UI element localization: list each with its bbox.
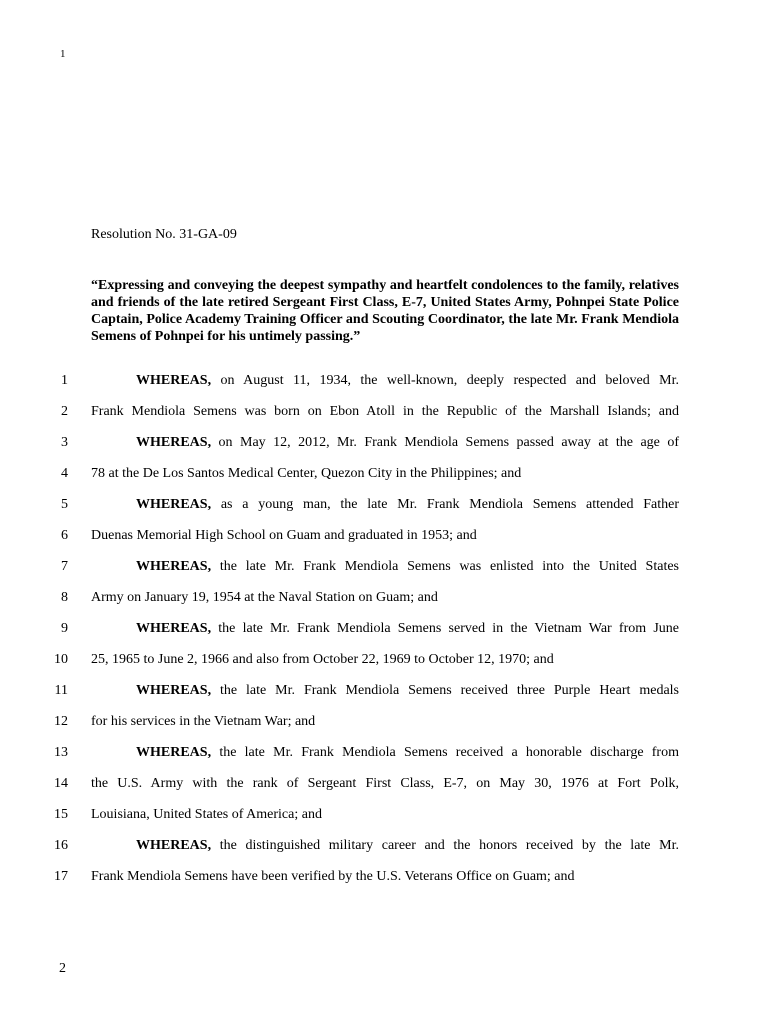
- whereas-lead: WHEREAS,: [136, 497, 212, 512]
- line-body: the late Mr. Frank Mendiola Semens received a honorable discharge from: [211, 745, 679, 760]
- line-number: 2: [61, 404, 68, 419]
- line-body: the distinguished military career and the honors received by the late Mr.: [211, 838, 679, 853]
- line-number: 17: [54, 869, 68, 884]
- numbered-line: [0, 742, 770, 764]
- line-text: [91, 587, 679, 609]
- line-body: for his services in the Vietnam War; and: [91, 714, 316, 729]
- line-text: [136, 835, 679, 857]
- numbered-line: [0, 370, 770, 392]
- whereas-lead: WHEREAS,: [136, 745, 212, 760]
- line-number: 11: [54, 683, 68, 698]
- numbered-line: [0, 463, 770, 485]
- whereas-lead: WHEREAS,: [136, 621, 212, 636]
- line-number: 15: [54, 807, 68, 822]
- numbered-line: [0, 680, 770, 702]
- numbered-line: [0, 618, 770, 640]
- line-text: [91, 711, 679, 733]
- line-number: 1: [61, 373, 68, 388]
- line-body: Louisiana, United States of America; and: [91, 807, 322, 822]
- bottom-page-number: 2: [59, 961, 66, 976]
- line-body: on August 11, 1934, the well-known, deeply respected and beloved Mr.: [211, 373, 679, 388]
- line-number: 9: [61, 621, 68, 636]
- numbered-line: [0, 432, 770, 454]
- line-body: the late Mr. Frank Mendiola Semens received three Purple Heart medals: [211, 683, 679, 698]
- line-body: Frank Mendiola Semens was born on Ebon Atoll in the Republic of the Marshall Islands; and: [91, 404, 679, 419]
- line-text: [136, 742, 679, 764]
- line-body: on May 12, 2012, Mr. Frank Mendiola Semens passed away at the age of: [211, 435, 679, 450]
- numbered-line: [0, 556, 770, 578]
- line-number: 16: [54, 838, 68, 853]
- line-number: 4: [61, 466, 68, 481]
- line-text: [136, 370, 679, 392]
- line-number: 14: [54, 776, 68, 791]
- line-text: [91, 649, 679, 671]
- line-body: the late Mr. Frank Mendiola Semens was enlisted into the United States: [211, 559, 679, 574]
- line-text: [136, 432, 679, 454]
- whereas-lead: WHEREAS,: [136, 559, 212, 574]
- line-body: Duenas Memorial High School on Guam and graduated in 1953; and: [91, 528, 477, 543]
- whereas-lead: WHEREAS,: [136, 373, 212, 388]
- line-text: [91, 866, 679, 888]
- line-number: 5: [61, 497, 68, 512]
- line-body: 78 at the De Los Santos Medical Center, Quezon City in the Philippines; and: [91, 466, 522, 481]
- line-text: [136, 680, 679, 702]
- whereas-lead: WHEREAS,: [136, 683, 212, 698]
- whereas-lead: WHEREAS,: [136, 435, 212, 450]
- numbered-line: [0, 835, 770, 857]
- line-body: Army on January 19, 1954 at the Naval Station on Guam; and: [91, 590, 438, 605]
- numbered-line: [0, 494, 770, 516]
- numbered-line: [0, 525, 770, 547]
- numbered-line: [0, 587, 770, 609]
- line-body: Frank Mendiola Semens have been verified by the U.S. Veterans Office on Guam; and: [91, 869, 575, 884]
- numbered-line: [0, 649, 770, 671]
- line-number: 8: [61, 590, 68, 605]
- numbered-line: [0, 711, 770, 733]
- line-number: 6: [61, 528, 68, 543]
- line-body: the U.S. Army with the rank of Sergeant First Class, E-7, on May 30, 1976 at Fort Polk,: [91, 776, 679, 791]
- line-body: as a young man, the late Mr. Frank Mendiola Semens attended Father: [211, 497, 679, 512]
- line-text: [136, 556, 679, 578]
- line-text: [91, 463, 679, 485]
- line-text: [136, 618, 679, 640]
- numbered-line: [0, 866, 770, 888]
- line-body: the late Mr. Frank Mendiola Semens served in the Vietnam War from June: [211, 621, 679, 636]
- whereas-lead: WHEREAS,: [136, 838, 212, 853]
- resolution-title: “Expressing and conveying the deepest sympathy and heartfelt condolences to the family, relatives and friends of the late retired Sergeant First Class, E-7, United States Army, Pohnpei State Police Captain, Police Academy Training Officer and Scouting Coordinator, the late Mr. Frank Mendiola Semens of Pohnpei for his untimely passing.”: [91, 278, 679, 344]
- line-text: [91, 773, 679, 795]
- numbered-line: [0, 804, 770, 826]
- line-text: [136, 494, 679, 516]
- line-body: 25, 1965 to June 2, 1966 and also from October 22, 1969 to October 12, 1970; and: [91, 652, 554, 667]
- line-text: [91, 525, 679, 547]
- line-number: 12: [54, 714, 68, 729]
- numbered-line: [0, 401, 770, 423]
- resolution-number: Resolution No. 31-GA-09: [91, 227, 237, 242]
- line-number: 3: [61, 435, 68, 450]
- line-text: [91, 804, 679, 826]
- line-number: 7: [61, 559, 68, 574]
- line-number: 13: [54, 745, 68, 760]
- line-text: [91, 401, 679, 423]
- top-page-number: 1: [60, 48, 66, 60]
- line-number: 10: [54, 652, 68, 667]
- numbered-line: [0, 773, 770, 795]
